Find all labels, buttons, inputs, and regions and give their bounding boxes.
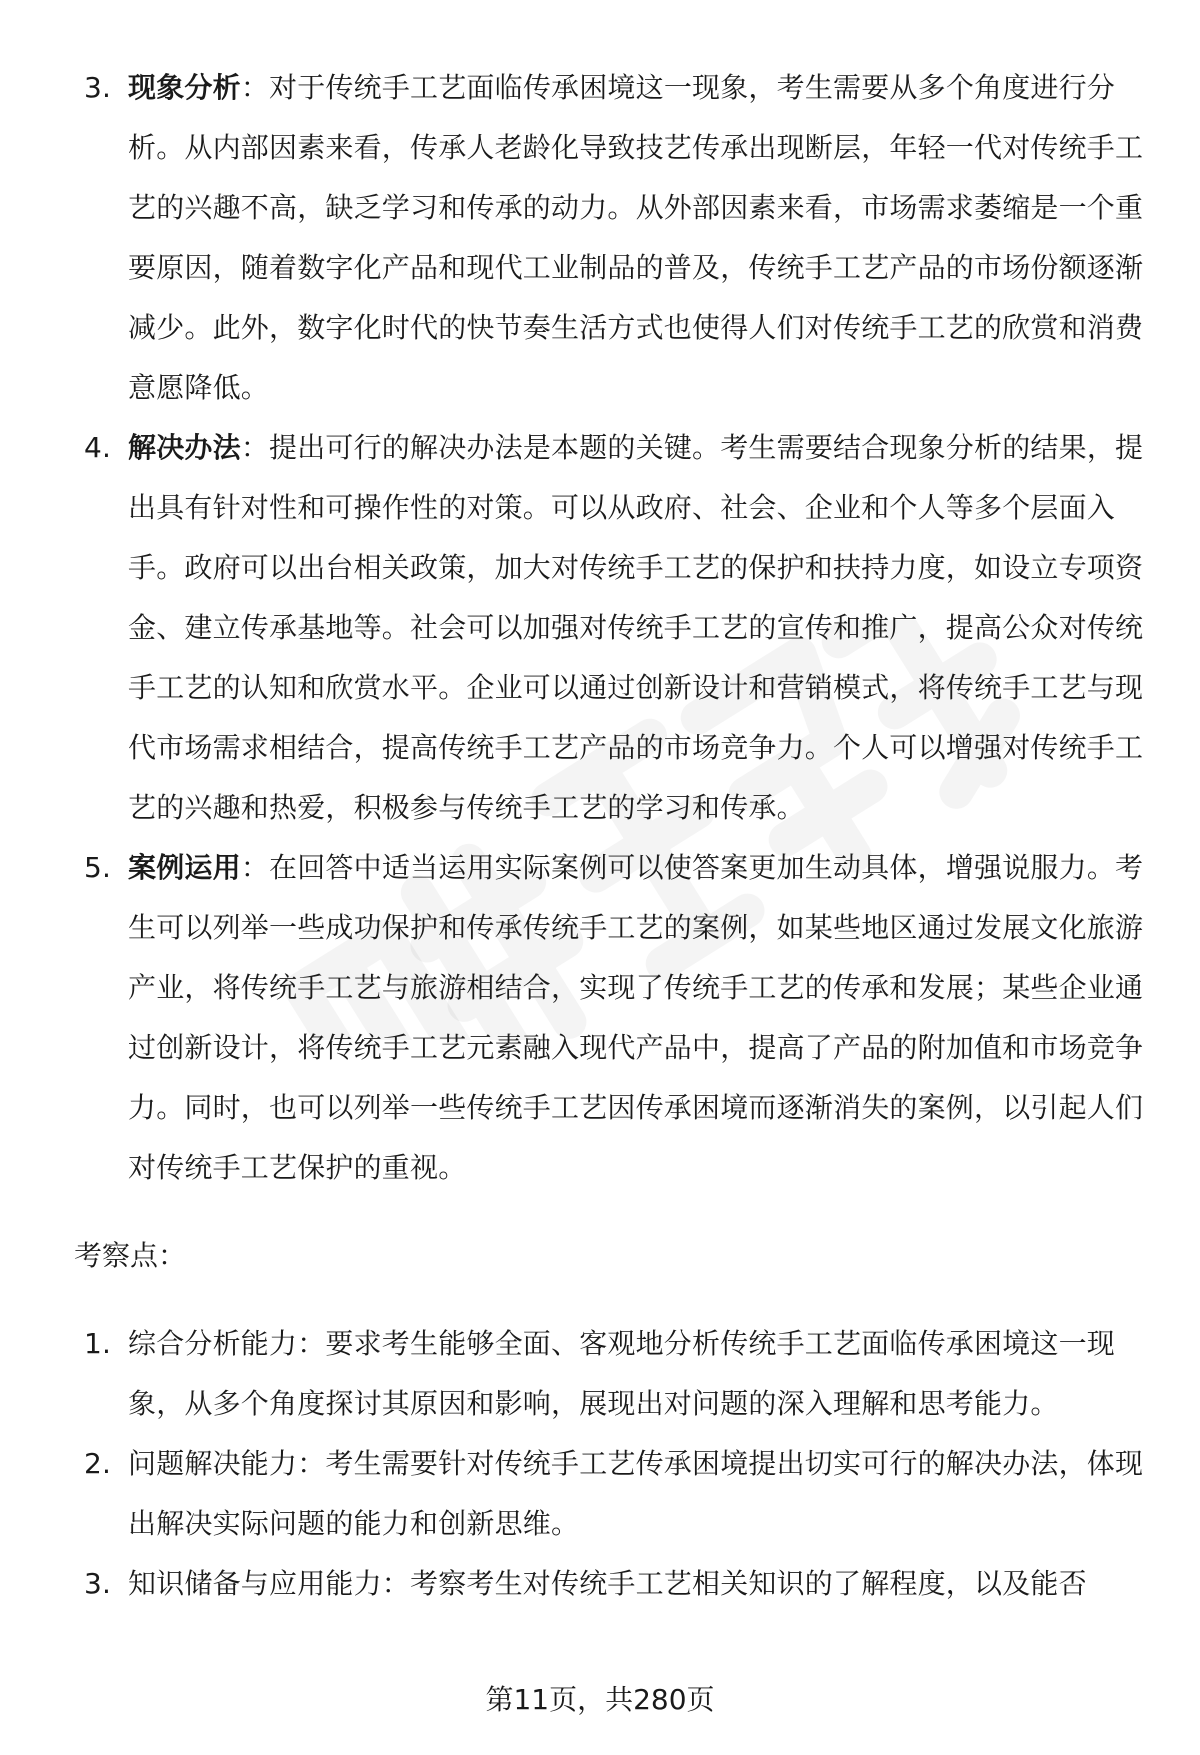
list-item-heading: 解决办法 (128, 431, 241, 464)
list-item (74, 1554, 1144, 1614)
analysis-list (74, 58, 1144, 1198)
heading-separator: ： (240, 71, 270, 104)
list-item (74, 1434, 1144, 1554)
list-item-number: 2. (84, 1447, 112, 1480)
list-item-text: 在回答中适当运用实际案例可以使答案更加生动具体，增强说服力。考生可以列举一些成功保护和传承传统手工艺的案例，如某些地区通过发展文化旅游产业，将传统手工艺与旅游相结合，实现了传统手工艺的传承和发展；某些企业通过创新设计，将传统手工艺元素融入现代产品中，提高了产品的附加值和市场竞争力。同时，也可以列举一些传统手工艺因传承困境而逐渐消失的案例，以引起人们对传统手工艺保护的重视。 (128, 851, 1144, 1184)
list-item (74, 418, 1144, 838)
list-item-number: 1. (84, 1327, 112, 1360)
list-item-text: 问题解决能力：考生需要针对传统手工艺传承困境提出切实可行的解决办法，体现出解决实际问题的能力和创新思维。 (128, 1447, 1144, 1540)
list-item-number: 3. (84, 1567, 112, 1600)
list-item-text: 对于传统手工艺面临传承困境这一现象，考生需要从多个角度进行分析。从内部因素来看，传承人老龄化导致技艺传承出现断层，年轻一代对传统手工艺的兴趣不高，缺乏学习和传承的动力。从外部因素来看，市场需求萎缩是一个重要原因，随着数字化产品和现代工业制品的普及，传统手工艺产品的市场份额逐渐减少。此外，数字化时代的快节奏生活方式也使得人们对传统手工艺的欣赏和消费意愿降低。 (128, 71, 1144, 404)
list-item-text: 提出可行的解决办法是本题的关键。考生需要结合现象分析的结果，提出具有针对性和可操作性的对策。可以从政府、社会、企业和个人等多个层面入手。政府可以出台相关政策，加大对传统手工艺的保护和扶持力度，如设立专项资金、建立传承基地等。社会可以加强对传统手工艺的宣传和推广，提高公众对传统手工艺的认知和欣赏水平。企业可以通过创新设计和营销模式，将传统手工艺与现代市场需求相结合，提高传统手工艺产品的市场竞争力。个人可以增强对传统手工艺的兴趣和热爱，积极参与传统手工艺的学习和传承。 (128, 431, 1144, 824)
list-item (74, 838, 1144, 1198)
heading-separator: ： (240, 431, 270, 464)
list-item (74, 1314, 1144, 1434)
list-item-heading: 现象分析 (128, 71, 241, 104)
list-item-text: 综合分析能力：要求考生能够全面、客观地分析传统手工艺面临传承困境这一现象，从多个角度探讨其原因和影响，展现出对问题的深入理解和思考能力。 (128, 1327, 1116, 1420)
section-label-assessment-points: 考察点： (74, 1239, 187, 1272)
list-item-heading: 案例运用 (128, 851, 241, 884)
heading-separator: ： (240, 851, 270, 884)
list-item-text: 知识储备与应用能力：考察考生对传统手工艺相关知识的了解程度，以及能否 (128, 1567, 1087, 1600)
page-footer: 第11页，共280页 (485, 1683, 715, 1716)
list-item (74, 58, 1144, 418)
list-item-number: 4. (84, 431, 112, 464)
document-body (74, 58, 1144, 1614)
list-item-number: 5. (84, 851, 112, 884)
assessment-points-list (74, 1314, 1144, 1614)
list-item-number: 3. (84, 71, 112, 104)
